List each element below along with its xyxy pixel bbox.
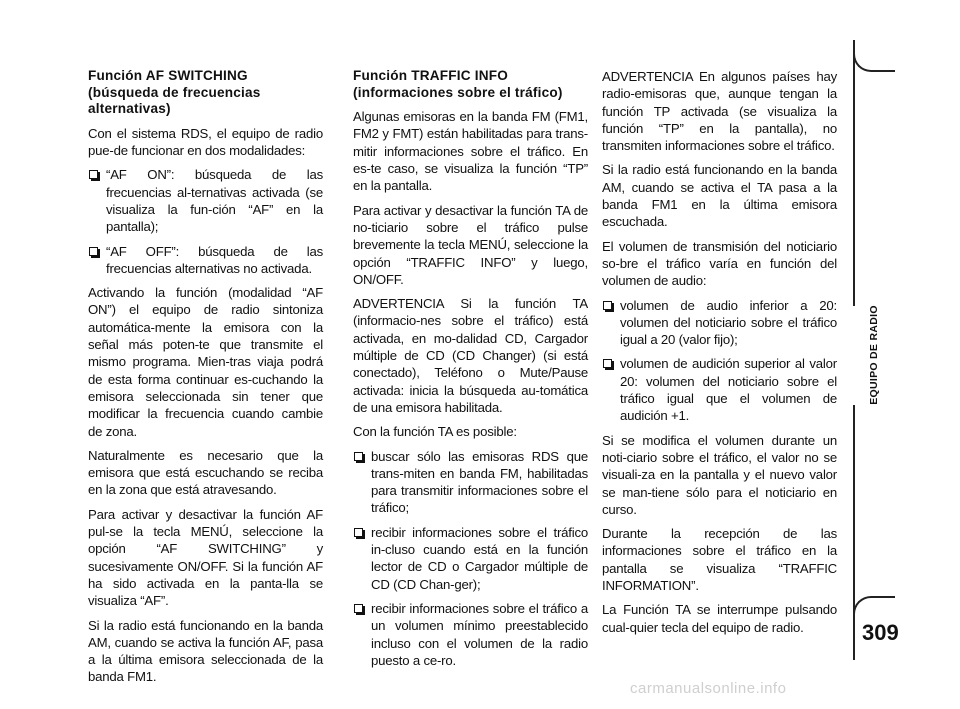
paragraph: Para activar y desactivar la función TA de no-ticiario sobre el tráfico pulse brevemente la tecla MENÚ, seleccione la opción “TRAFFIC INFO” y luego, ON/OFF. — [353, 202, 588, 287]
watermark: carmanualsonline.info — [630, 680, 787, 697]
paragraph: La Función TA se interrumpe pulsando cual-quier tecla del equipo de radio. — [602, 602, 837, 635]
heading-af-switching: Función AF SWITCHING (búsqueda de frecuencias alternativas) — [88, 68, 261, 117]
page-number: 309 — [862, 620, 899, 645]
bullet-item: “AF ON”: búsqueda de las frecuencias al-ternativas activada (se visualiza la fun-ción “AF” en la pantalla); — [88, 166, 323, 235]
bullet-item: volumen de audio inferior a 20: volumen del noticiario sobre el tráfico igual a 20 (valor fijo); — [602, 297, 837, 349]
bullet-item: recibir informaciones sobre el tráfico in-cluso cuando está en la función lector de CD o Cargador múltiple de CD (CD Chan-ger); — [353, 524, 588, 593]
paragraph: Si la radio está funcionando en la banda AM, cuando se activa la función AF, pasa a la última emisora seleccionada de la banda FM1. — [88, 617, 323, 685]
paragraph: El volumen de transmisión del noticiario so-bre el tráfico varía en función del volumen de audio: — [602, 238, 837, 289]
paragraph: Si se modifica el volumen durante un noti-ciario sobre el tráfico, el valor no se visuali-za en la pantalla y el nuevo valor se man-tiene sólo para el noticiario en curso. — [602, 432, 837, 517]
paragraph: Con la función TA es posible: — [353, 424, 517, 440]
paragraph: Para activar y desactivar la función AF pul-se la tecla MENÚ, seleccione la opción “AF SWITCHING” y sucesivamente ON/OFF. Si la función AF ha sido activada en la panta-lla se visualiza “AF”. — [88, 506, 323, 609]
bullet-item: recibir informaciones sobre el tráfico a un volumen mínimo preestablecido incluso con el volumen de la radio puesto a ce-ro. — [353, 600, 588, 669]
margin-rule-top-curve — [853, 40, 895, 72]
paragraph: Activando la función (modalidad “AF ON”) el equipo de radio sintoniza automática-mente la emisora con la señal más poten-te que transmite el mismo programa. Mien-tras viaja podrá de esta forma continuar es-cuchando la emisora seleccionada sin tener que modificar la frecuencia cuando cambie de zona. — [88, 285, 323, 439]
section-title: EQUIPO DE RADIO — [868, 305, 880, 405]
paragraph: ADVERTENCIA En algunos países hay radio-emisoras que, aunque tengan la función TP activada (se visualiza la función “TP” en la pantalla), no transmiten informaciones sobre el tráfico. — [602, 69, 837, 154]
bullet-item: volumen de audición superior al valor 20: volumen del noticiario sobre el tráfico igual que el volumen de audición +1. — [602, 355, 837, 424]
column-left — [88, 68, 323, 693]
column-right — [602, 68, 837, 643]
paragraph: Naturalmente es necesario que la emisora que está escuchando se reciba en la zona que está atravesando. — [88, 447, 323, 498]
bullet-item: “AF OFF”: búsqueda de las frecuencias alternativas no activada. — [88, 243, 323, 278]
bullet-item: buscar sólo las emisoras RDS que trans-miten en banda FM, habilitadas para transmitir informaciones sobre el tráfico; — [353, 448, 588, 517]
margin-rule-upper — [853, 44, 855, 306]
column-middle — [353, 68, 588, 676]
paragraph: Si la radio está funcionando en la banda AM, cuando se activa el TA pasa a la banda FM1 en la última emisora escuchada. — [602, 162, 837, 230]
section-tab — [864, 300, 884, 410]
heading-traffic-info: Función TRAFFIC INFO (informaciones sobre el tráfico) — [353, 68, 563, 100]
paragraph: ADVERTENCIA Si la función TA (informacio-nes sobre el tráfico) está activada, en mo-dalidad CD, Cargador múltiple de CD (CD Changer) (si está conectado), Teléfono o Mute/Pause activada: inicia la búsqueda au-tomática de una emisora habilitada. — [353, 296, 588, 415]
paragraph: Durante la recepción de las informaciones sobre el tráfico en la pantalla se visualiza “TRAFFIC INFORMATION”. — [602, 526, 837, 594]
paragraph: Con el sistema RDS, el equipo de radio pue-de funcionar en dos modalidades: — [88, 125, 323, 159]
margin-rule — [853, 0, 855, 709]
paragraph: Algunas emisoras en la banda FM (FM1, FM2 y FMT) están habilitadas para trans-mitir informaciones sobre el tráfico. En es-te caso, se visualiza la función “TP” en la pantalla. — [353, 109, 588, 194]
